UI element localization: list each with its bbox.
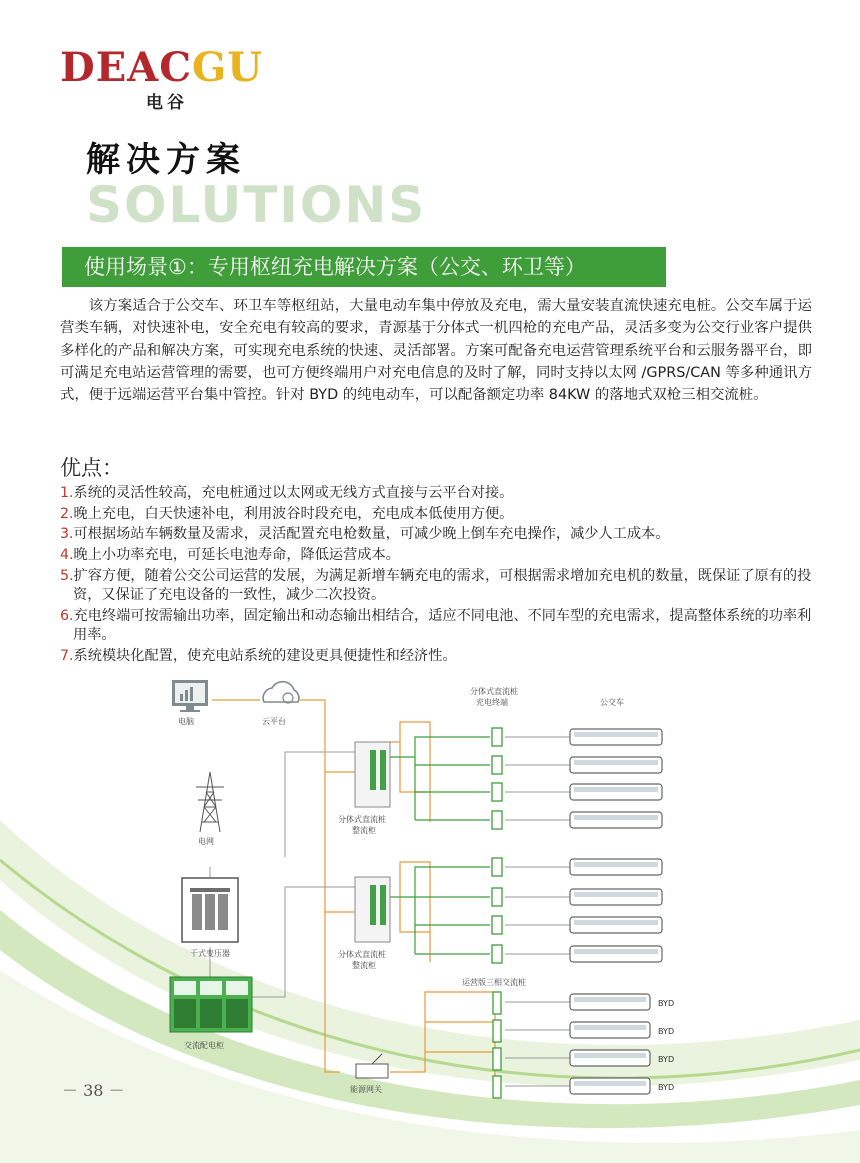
- page-title-english: SOLUTIONS: [86, 176, 427, 234]
- page-title: 解决方案: [86, 140, 246, 180]
- byd-label: BYD: [658, 1027, 675, 1036]
- scenario-banner: 使用场景①：专用枢纽充电解决方案（公交、环卫等）: [62, 247, 666, 287]
- bus-header-label: 公交车: [600, 698, 624, 707]
- dc-cabinet-icon-2: [355, 877, 390, 942]
- list-item: [60, 607, 812, 646]
- item-number: 3.: [60, 526, 74, 543]
- orange-connectors: [212, 700, 495, 1082]
- item-text: 系统的灵活性较高，充电桩通过以太网或无线方式直接与云平台对接。: [73, 485, 514, 501]
- ac-cabinet-icon: [170, 977, 252, 1032]
- byd-label: BYD: [658, 999, 675, 1008]
- dc-cabinet-1-label-line2: 整流柜: [352, 826, 376, 835]
- transformer-icon: [182, 878, 238, 942]
- grid-label: 电网: [198, 837, 214, 846]
- advantages-list: [60, 484, 812, 668]
- logo-text-deac: DEAC: [60, 44, 193, 91]
- item-number: 2.: [60, 505, 74, 522]
- green-connectors: [390, 737, 490, 954]
- ac-cabinet-label: 交流配电柜: [184, 1041, 224, 1050]
- item-text: 晚上小功率充电，可延长电池寿命，降低运营成本。: [73, 547, 400, 564]
- terminal-label-line2: 充电终端: [476, 698, 508, 707]
- transformer-label: 干式变压器: [190, 949, 230, 958]
- power-tower-icon: [196, 772, 224, 832]
- ac-pile-icons: [493, 992, 501, 1098]
- company-logo: [60, 44, 270, 113]
- item-number: 7.: [60, 648, 74, 665]
- list-item: [60, 567, 812, 606]
- logo-text-gu: GU: [192, 44, 264, 91]
- gateway-label: 能源网关: [350, 1085, 382, 1094]
- ac-pile-label: 运营版三相交流桩: [462, 978, 526, 987]
- item-number: 5.: [60, 567, 74, 584]
- bus-icons: [570, 729, 662, 1094]
- item-number: 6.: [60, 607, 74, 624]
- list-item: [60, 525, 812, 545]
- list-item: [60, 505, 812, 525]
- computer-icon: [172, 680, 208, 712]
- cloud-icon: [263, 682, 299, 703]
- byd-label: BYD: [658, 1055, 675, 1064]
- cloud-label: 云平台: [262, 717, 286, 726]
- logo-subtitle: 电谷: [146, 93, 188, 113]
- item-text: 系统模块化配置，使充电站系统的建设更具便捷性和经济性。: [73, 648, 457, 665]
- dc-cabinet-2-label-line2: 整流柜: [352, 961, 376, 970]
- item-text: 扩容方便，随着公交公司运营的发展，为满足新增车辆充电的需求，可根据需求增加充电机的数量，既保证了原有的投资，又保证了充电设备的一致性，减少二次投资。: [73, 567, 812, 604]
- charging-terminal-icons: [492, 728, 502, 963]
- dc-cabinet-2-label-line1: 分体式直流桩: [338, 950, 386, 959]
- list-item: [60, 546, 812, 566]
- intro-paragraph: 该方案适合于公交车、环卫车等枢纽站，大量电动车集中停放及充电，需大量安装直流快速充电桩。公交车属于运营类车辆，对快速补电，安全充电有较高的要求，青源基于分体式一机四枪的充电产品，灵活多变为公交行业客户提供多样化的产品和解决方案，可实现充电系统的快速、灵活部署。方案可配备充电运营管理系统平台和云服务器平台，即可满足充电站运营管理的需要，也可方便终端用户对充电信息的及时了解，同时支持以太网 /GPRS/CAN 等多种通讯方式，便于远端运营平台集中管控。针对 BYD 的纯电动车，可以配备额定功率 84KW 的落地式双枪三相交流桩。: [60, 298, 812, 404]
- dc-cabinet-1-label-line1: 分体式直流桩: [338, 815, 386, 824]
- terminal-label-line1: 分体式直流桩: [470, 687, 518, 696]
- item-text: 可根据场站车辆数量及需求，灵活配置充电枪数量，可减少晚上倒车充电操作，减少人工成本。: [73, 526, 670, 543]
- item-number: 1.: [60, 485, 74, 501]
- gateway-icon: [356, 1054, 388, 1078]
- page-number: － 38 －: [62, 1081, 125, 1100]
- dc-cabinet-icon-1: [355, 742, 390, 807]
- item-text: 晚上充电，白天快速补电，利用波谷时段充电，充电成本低使用方便。: [73, 505, 514, 522]
- item-number: 4.: [60, 547, 74, 564]
- system-diagram: [160, 672, 700, 1102]
- item-text: 充电终端可按需输出功率，固定输出和动态输出相结合，适应不同电池、不同车型的充电需求，提高整体系统的功率利用率。: [73, 607, 812, 644]
- byd-label: BYD: [658, 1083, 675, 1092]
- list-item: [60, 484, 812, 504]
- list-item: [60, 647, 812, 667]
- pc-label: 电脑: [178, 717, 194, 726]
- advantages-heading: 优点：: [60, 456, 123, 480]
